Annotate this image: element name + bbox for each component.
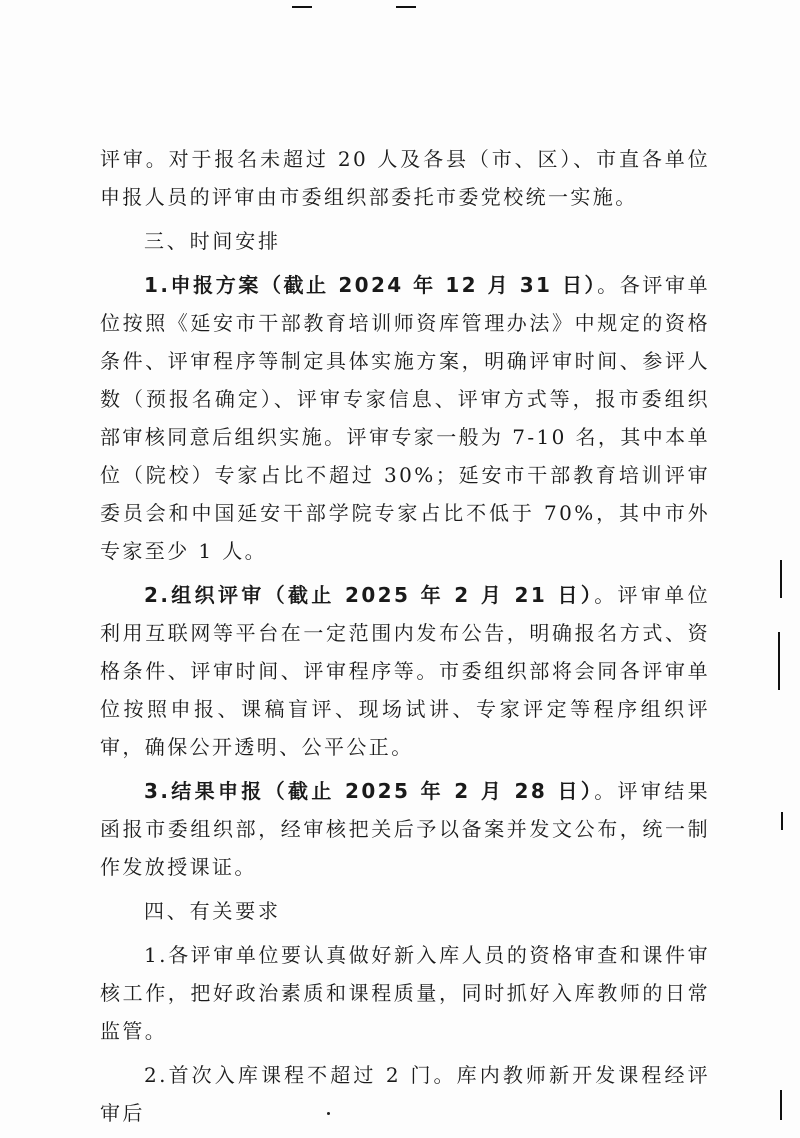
scan-artifact-mark [778, 632, 780, 690]
paragraph: 1.各评审单位要认真做好新入库人员的资格审查和课件审核工作，把好政治素质和课程质量，同时抓好入库教师的日常监管。 [100, 943, 710, 1043]
scan-artifact-mark [396, 6, 416, 8]
item-lead: 1.申报方案（截止 2024 年 12 月 31 日） [144, 273, 598, 297]
scan-artifact-mark [780, 1090, 782, 1120]
item-text: 。评审结果函报市委组织部，经审核把关后予以备案并发文公布，统一制作发放授课证。 [100, 779, 711, 879]
item-lead: 3.结果申报（截止 2025 年 2 月 28 日） [144, 779, 595, 803]
section-heading: 四、有关要求 [144, 899, 281, 923]
document-body [100, 140, 710, 1138]
paragraph: 评审。对于报名未超过 20 人及各县（市、区）、市直各单位申报人员的评审由市委组织部委托市委党校统一实施。 [100, 147, 710, 209]
scan-artifact-mark [780, 560, 782, 598]
item-lead: 2.组织评审（截止 2025 年 2 月 21 日） [144, 583, 595, 607]
list-item-paragraph [100, 772, 710, 886]
scan-artifact-mark [292, 6, 312, 8]
paragraph: 2.首次入库课程不超过 2 门。库内教师新开发课程经评审后 [100, 1063, 710, 1125]
item-text: 。各评审单位按照《延安市干部教育培训师资库管理办法》中规定的资格条件、评审程序等制定具体实施方案，明确评审时间、参评人数（预报名确定）、评审专家信息、评审方式等，报市委组织部审核同意后组织实施。评审专家一般为 7-10 名，其中本单位（院校）专家占比不超过 30%；延安市干部教育培训评审委员会和中国延安干部学院专家占比不低于 70%，其中市外专家至少 1 人。 [100, 273, 711, 563]
item-text: 。评审单位利用互联网等平台在一定范围内发布公告，明确报名方式、资格条件、评审时间、评审程序等。市委组织部将会同各评审单位按照申报、课稿盲评、现场试讲、专家评定等程序组织评审，确保公开透明、公平公正。 [100, 583, 711, 759]
list-item-paragraph [100, 576, 710, 766]
section-heading: 三、时间安排 [144, 229, 281, 253]
list-item-paragraph [100, 266, 710, 570]
scan-artifact-mark [781, 812, 783, 830]
